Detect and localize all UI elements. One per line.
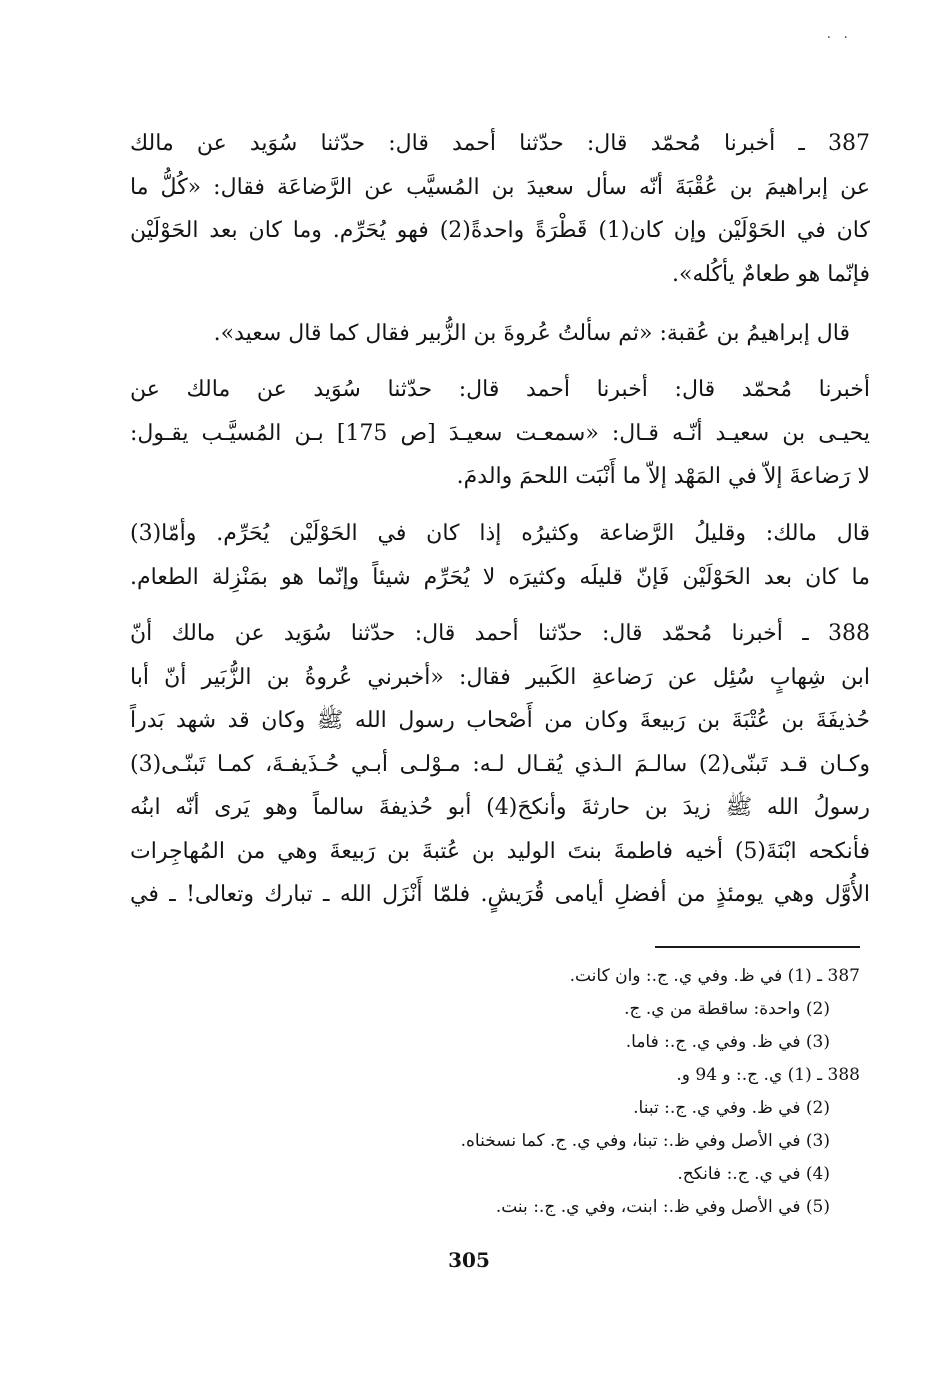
footnote: (3) في ظ. وفي ي. ج.: فاما. [625, 1032, 830, 1052]
text-line: لا رَضاعةَ إلاّ في المَهْد إلاّ ما أَنْبَت اللحمَ والدمَ. [456, 464, 870, 489]
footnote-divider [655, 946, 860, 948]
text-line: قال إبراهيمُ بن عُقبة: «ثم سألتُ عُروةَ بن الزُّبير فقال كما قال سعيد». [213, 321, 850, 346]
paragraph-388 [130, 612, 870, 917]
text-line: فأنكحه ابْنَةَ(5) أخيه فاطمةَ بنتَ الوليد بن عُتبةَ بن رَبيعةَ وهي من المُهاجِرات [130, 838, 871, 864]
footnotes [300, 960, 860, 1224]
text-line: 388 ـ أخبرنا مُحمّد قال: حدّثنا أحمد قال: حدّثنا سُوَيد عن مالك أنّ [130, 621, 870, 646]
text-line: كان في الحَوْلَيْن وإن كان(1) قَطْرَةً واحدةً(2) فهو يُحَرِّم. وما كان بعد الحَوْلَيْن [130, 218, 870, 243]
text-line: فإنّما هو طعامٌ يأكُله». [672, 261, 870, 287]
text-line: حُذيفَةَ بن عُتْبَةَ بن رَبيعةَ وكان من أَصْحاب رسول الله ﷺ وكان قد شهد بَدراً [130, 708, 870, 733]
paragraph-387 [130, 122, 870, 296]
text-line: أخبرنا مُحمّد قال: أخبرنا أحمد قال: حدّثنا سُوَيد عن مالك عن [130, 377, 870, 402]
paragraph-ibrahim [130, 312, 870, 356]
text-line: عن إبراهيمَ بن عُقْبَةَ أنّه سأل سعيدَ بن المُسيَّب عن الرَّضاعَة فقال: «كُلُّ ما [130, 174, 870, 200]
paragraph-yahya [130, 368, 870, 499]
paragraph-malik [130, 512, 870, 599]
corner-mark: · · [826, 30, 852, 46]
text-line: يحيـى بن سعيـد أنّـه قـال: «سمعـت سعيـدَ [ص 175] بـن المُسيَّـب يقـول: [130, 420, 870, 446]
footnote: (2) في ظ. وفي ي. ج.: تبنا. [633, 1098, 830, 1118]
footnote: (4) في ي. ج.: فانكح. [677, 1164, 830, 1184]
text-line: 387 ـ أخبرنا مُحمّد قال: حدّثنا أحمد قال: حدّثنا سُوَيد عن مالك [130, 131, 870, 156]
text-line: الأُوَّل وهي يومئذٍ من أفضلِ أيامى قُرَيشٍ. فلمّا أَنْزَل الله ـ تبارك وتعالى! ـ في [130, 882, 870, 907]
text-line: ابن شِهابٍ سُئِل عن رَضاعةِ الكَبير فقال: «أخبرني عُروةُ بن الزُّبَير أنّ أبا [130, 664, 870, 690]
footnote: 388 ـ (1) ي. ج.: و 94 و. [676, 1065, 860, 1085]
text-line: وكـان قـد تَبنّى(2) سالـمَ الـذي يُقـال لـه: مـوْلـى أبـي حُـذَيفـةَ، كمـا تَبنّـى(3) [130, 751, 871, 777]
footnote: (5) في الأصل وفي ظ.: ابنت، وفي ي. ج.: بنت. [495, 1197, 830, 1217]
text-line: رسولُ الله ﷺ زيدَ بن حارثةَ وأنكحَ(4) أبو حُذيفةَ سالماً وهو يَرى أنّه ابنُه [130, 795, 870, 820]
footnote: (3) في الأصل وفي ظ.: تبنا، وفي ي. ج. كما نسخناه. [460, 1131, 830, 1151]
text-line: قال مالك: وقليلُ الرَّضاعة وكثيرُه إذا كان في الحَوْلَيْن يُحَرِّم. وأمّا(3) [130, 521, 870, 546]
page-number: 305 [448, 1248, 490, 1272]
footnote: (2) واحدة: ساقطة من ي. ج. [624, 999, 830, 1019]
text-line: ما كان بعد الحَوْلَيْن فَإنّ قليلَه وكثيرَه لا يُحَرِّم شيئاً وإنّما هو بمَنْزِلة الطعام. [130, 564, 870, 590]
footnote: 387 ـ (1) في ظ. وفي ي. ج.: وان كانت. [569, 966, 860, 986]
